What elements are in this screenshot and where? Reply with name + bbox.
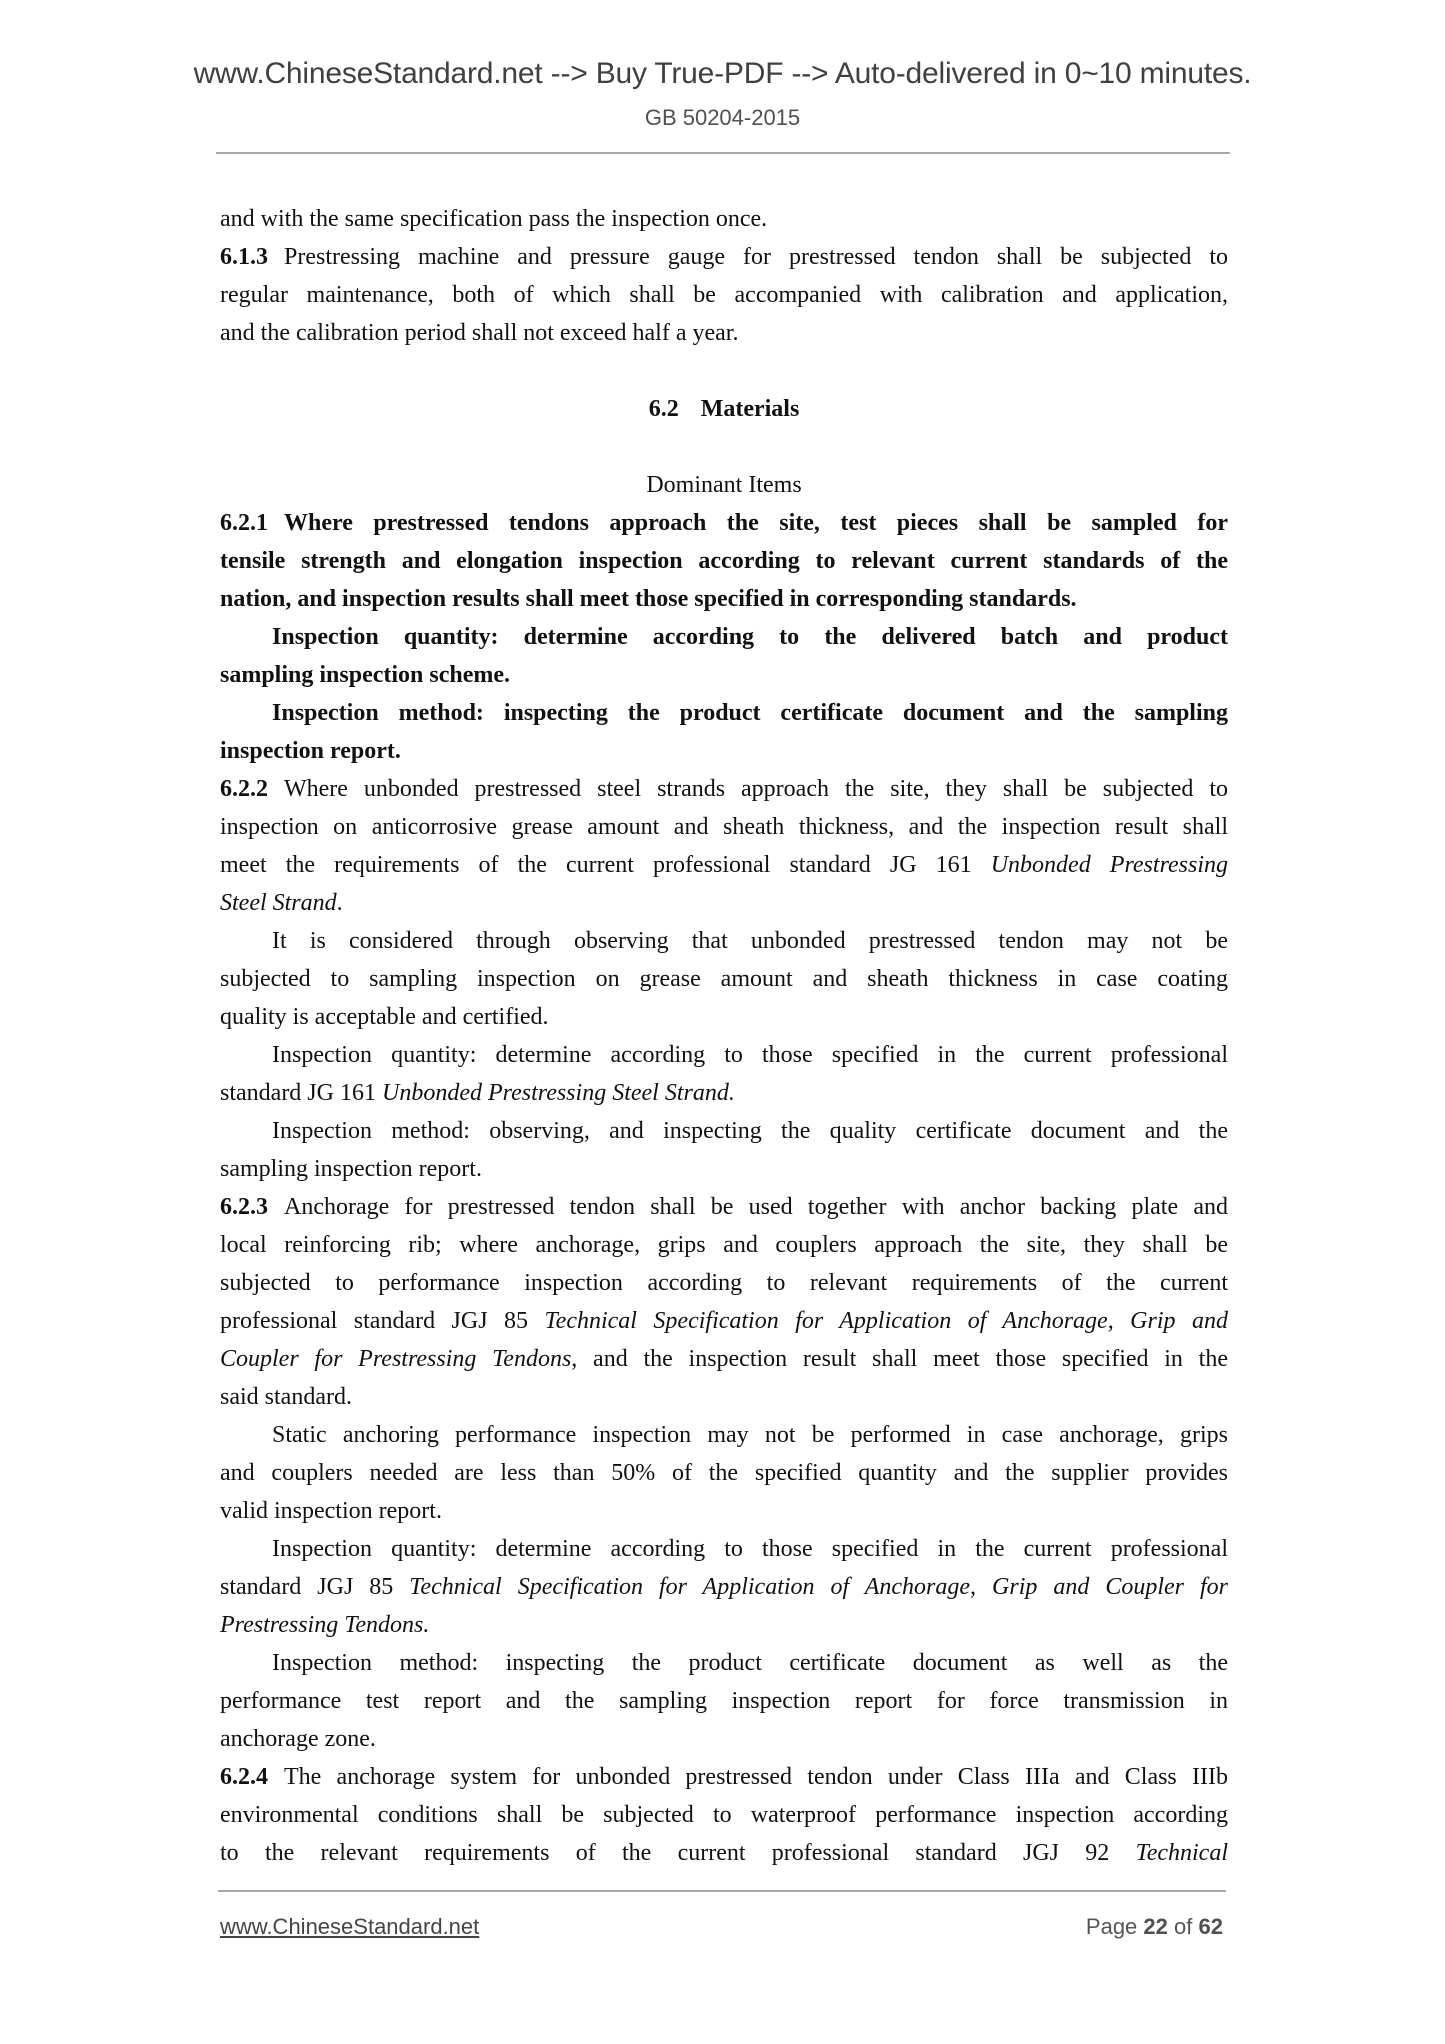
- clause-6-2-3-note-2: and couplers needed are less than 50% of the specified quantity and the supplier provides: [220, 1460, 1228, 1486]
- clause-6-2-2-quantity-2: standard JG 161 Unbonded Prestressing Steel Strand.: [220, 1080, 735, 1106]
- section-heading: 6.2 Materials: [648, 396, 800, 422]
- clause-6-2-1-line-1: 6.2.1 Where prestressed tendons approach the site, test pieces shall be sampled for: [220, 510, 1228, 536]
- clause-6-2-3-line-1: 6.2.3 Anchorage for prestressed tendon shall be used together with anchor backing plate and: [220, 1194, 1228, 1220]
- clause-6-2-3-line-2: local reinforcing rib; where anchorage, grips and couplers approach the site, they shall be: [220, 1232, 1228, 1258]
- clause-6-2-1-quantity-2: sampling inspection scheme.: [220, 662, 511, 688]
- clause-6-2-3-method-1: Inspection method: inspecting the product certificate document as well as the: [272, 1650, 1228, 1676]
- footer-website-link[interactable]: www.ChineseStandard.net: [220, 1914, 480, 1939]
- clause-6-2-2-line-3: meet the requirements of the current professional standard JG 161 Unbonded Prestressing: [220, 852, 1229, 878]
- clause-6-2-4-line-3: to the relevant requirements of the current professional standard JGJ 92 Technical: [220, 1840, 1228, 1866]
- clause-6-2-3-note-1: Static anchoring performance inspection may not be performed in case anchorage, grips: [272, 1422, 1228, 1448]
- clause-6-2-3-quantity-1: Inspection quantity: determine according to those specified in the current professional: [272, 1536, 1228, 1562]
- clause-6-2-1-line-2: tensile strength and elongation inspection according to relevant current standards of the: [220, 548, 1228, 574]
- current-page: 22: [1143, 1914, 1168, 1939]
- header-rule: [216, 152, 1230, 154]
- clause-6-2-3-line-4: professional standard JGJ 85 Technical Specification for Application of Anchorage, Grip and: [220, 1308, 1228, 1334]
- clause-6-2-3-quantity-3: Prestressing Tendons.: [220, 1612, 430, 1638]
- continuation-line: and with the same specification pass the inspection once.: [220, 206, 768, 232]
- page-indicator: Page 22 of 62: [1085, 1914, 1223, 1939]
- header-banner: www.ChineseStandard.net --> Buy True-PDF --> Auto-delivered in 0~10 minutes.: [193, 57, 1252, 90]
- subheading-dominant-items: Dominant Items: [646, 472, 802, 498]
- clause-6-2-2-note-2: subjected to sampling inspection on grease amount and sheath thickness in case coating: [220, 966, 1228, 992]
- clause-6-2-4-line-1: 6.2.4 The anchorage system for unbonded prestressed tendon under Class IIIa and Class IIIb: [220, 1764, 1228, 1790]
- clause-6-2-2-line-4: Steel Strand.: [220, 890, 343, 916]
- clause-6-2-2-line-2: inspection on anticorrosive grease amount and sheath thickness, and the inspection result shall: [220, 814, 1228, 840]
- clause-6-2-3-method-3: anchorage zone.: [220, 1726, 376, 1752]
- clause-6-1-3-line-3: and the calibration period shall not exceed half a year.: [220, 320, 739, 346]
- clause-6-2-1-method-1: Inspection method: inspecting the product certificate document and the sampling: [272, 700, 1228, 726]
- clause-6-1-3-line-1: 6.1.3 Prestressing machine and pressure gauge for prestressed tendon shall be subjected to: [220, 244, 1228, 270]
- clause-6-2-2-note-3: quality is acceptable and certified.: [220, 1004, 549, 1030]
- clause-6-2-1-quantity-1: Inspection quantity: determine according to the delivered batch and product: [272, 624, 1228, 650]
- clause-6-2-1-line-3: nation, and inspection results shall meet those specified in corresponding standards.: [220, 586, 1077, 612]
- clause-6-2-3-method-2: performance test report and the sampling inspection report for force transmission in: [220, 1688, 1228, 1714]
- clause-6-2-2-method-1: Inspection method: observing, and inspecting the quality certificate document and the: [272, 1118, 1228, 1144]
- document-body: [220, 200, 1228, 1872]
- clause-number: 6.1.3: [220, 244, 268, 270]
- clause-6-2-4-line-2: environmental conditions shall be subjected to waterproof performance inspection according: [220, 1802, 1228, 1828]
- footer-rule: [218, 1890, 1226, 1892]
- clause-6-2-3-note-3: valid inspection report.: [220, 1498, 442, 1524]
- clause-6-2-2-method-2: sampling inspection report.: [220, 1156, 482, 1182]
- clause-6-2-3-line-5: Coupler for Prestressing Tendons, and the inspection result shall meet those specified in the: [220, 1346, 1229, 1372]
- standard-code: GB 50204-2015: [644, 105, 801, 130]
- total-pages: 62: [1198, 1914, 1223, 1939]
- clause-6-2-2-note-1: It is considered through observing that unbonded prestressed tendon may not be: [272, 928, 1228, 954]
- clause-6-2-2-quantity-1: Inspection quantity: determine according to those specified in the current professional: [272, 1042, 1228, 1068]
- clause-6-1-3-line-2: regular maintenance, both of which shall be accompanied with calibration and application,: [220, 282, 1228, 308]
- clause-6-2-3-line-3: subjected to performance inspection according to relevant requirements of the current: [220, 1270, 1228, 1296]
- clause-6-2-2-line-1: 6.2.2 Where unbonded prestressed steel strands approach the site, they shall be subjected to: [220, 776, 1228, 802]
- clause-6-2-3-quantity-2: standard JGJ 85 Technical Specification for Application of Anchorage, Grip and Coupler for: [220, 1574, 1228, 1600]
- clause-6-2-3-line-6: said standard.: [220, 1384, 352, 1410]
- clause-6-2-1-method-2: inspection report.: [220, 738, 401, 764]
